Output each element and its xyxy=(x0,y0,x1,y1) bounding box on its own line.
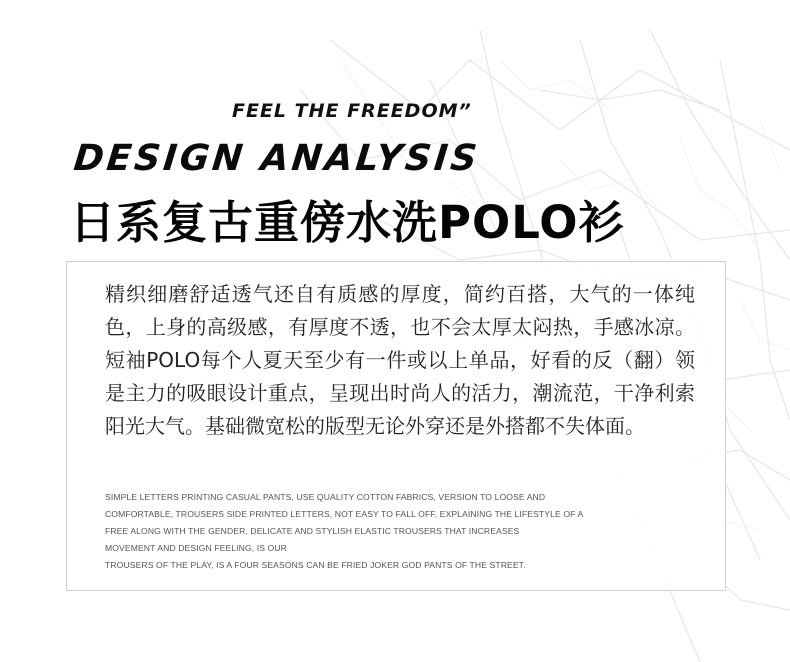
english-description-line: SIMPLE LETTERS PRINTING CASUAL PANTS, USE QUALITY COTTON FABRICS, VERSION TO LOOSE AND xyxy=(105,492,546,502)
english-description-line: COMFORTABLE, TROUSERS SIDE PRINTED LETTERS, NOT EASY TO FALL OFF, EXPLAINING THE LIFESTYLE OF A xyxy=(105,509,584,519)
english-description-line: MOVEMENT AND DESIGN FEELING, IS OUR xyxy=(105,543,287,553)
english-description xyxy=(105,489,690,574)
slogan-kicker: FEEL THE FREEDOM” xyxy=(232,100,472,122)
description-panel xyxy=(66,261,726,591)
design-analysis-headline: DESIGN ANALYSIS xyxy=(71,138,482,179)
product-title: 日系复古重傍水洗POLO衫 xyxy=(70,196,625,249)
english-description-line: FREE ALONG WITH THE GENDER, DELICATE AND STYLISH ELASTIC TROUSERS THAT INCREASES xyxy=(105,526,520,536)
chinese-description: 精织细磨舒适透气还自有质感的厚度，简约百搭，大气的一体纯色，上身的高级感，有厚度不透，也不会太厚太闷热，手感冰凉。短袖POLO每个人夏天至少有一件或以上单品，好看的反（翻）领是主力的吸眼设计重点，呈现出时尚人的活力，潮流范，干净利索阳光大气。基础微宽松的版型无论外穿还是外搭都不失体面。 xyxy=(105,282,695,438)
english-description-line: TROUSERS OF THE PLAY, IS A FOUR SEASONS CAN BE FRIED JOKER GOD PANTS OF THE STREET. xyxy=(105,560,526,570)
